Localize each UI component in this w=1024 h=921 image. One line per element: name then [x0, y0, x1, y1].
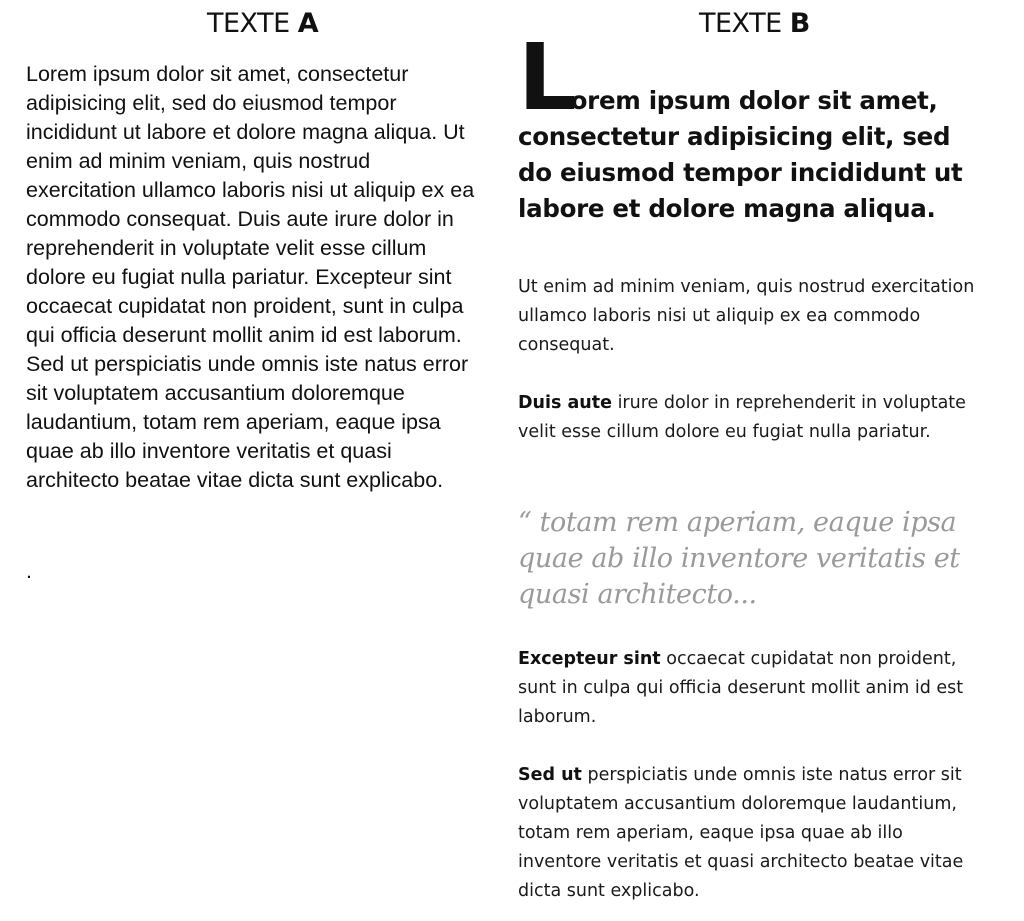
text-b-paragraph-2-rest: irure dolor in reprehenderit in voluptate velit esse cillum dolore eu fugiat nulla pariatur.	[518, 393, 966, 442]
text-a-heading	[207, 8, 318, 39]
drop-cap: L	[518, 24, 571, 131]
text-a-trailing-dot: .	[26, 559, 32, 583]
text-b-heading-letter: B	[789, 8, 810, 39]
text-b-intro-first-rest: orem ipsum dolor sit amet,	[570, 86, 938, 115]
text-b-intro-first-line	[518, 24, 978, 131]
text-b-paragraph-2	[518, 389, 978, 447]
text-b-paragraph-2-lead: Duis aute	[518, 393, 612, 413]
text-b-paragraph-3	[518, 645, 978, 732]
text-b-paragraph-1: Ut enim ad minim veniam, quis nostrud exercitation ullamco laboris nisi ut aliquip ex ea commodo consequat.	[518, 277, 975, 355]
text-a-body: Lorem ipsum dolor sit amet, consectetur adipisicing elit, sed do eiusmod tempor incididunt ut labore et dolore magna aliqua. Ut enim ad minim veniam, quis nostrud exercitation ullamco laboris nisi ut aliquip ex ea commodo consequat. Duis aute irure dolor in reprehenderit in voluptate velit esse cillum dolore eu fugiat nulla pariatur. Excepteur sint occaecat cupidatat non proident, sunt in culpa qui officia deserunt mollit anim id est laborum. Sed ut perspiciatis unde omnis iste natus error sit voluptatem accusantium doloremque laudantium, totam rem aperiam, eaque ipsa quae ab illo inventore veritatis et quasi architecto beatae vitae dicta sunt explicabo.	[26, 62, 475, 492]
text-a-heading-prefix: TEXTE	[207, 8, 298, 39]
text-b-paragraph-4	[518, 761, 978, 906]
text-b-paragraph-3-rest: occaecat cupidatat non proident, sunt in culpa qui officia deserunt mollit anim id est laborum.	[518, 649, 964, 727]
text-a-heading-letter: A	[297, 8, 319, 39]
text-b-paragraph-3-lead: Excepteur sint	[518, 649, 661, 669]
text-b-heading-prefix: TEXTE	[699, 8, 790, 39]
text-b-intro-rest: consectetur adipisicing elit, sed do eiusmod tempor incididunt ut labore et dolore magna aliqua.	[518, 122, 963, 223]
text-b-paragraph-4-rest: perspiciatis unde omnis iste natus error sit voluptatem accusantium doloremque laudantium, totam rem aperiam, eaque ipsa quae ab illo inventore veritatis et quasi architecto beatae vitae dicta sunt explicabo.	[518, 765, 964, 901]
text-b-paragraph-4-lead: Sed ut	[518, 765, 582, 785]
text-b-intro	[518, 24, 978, 227]
text-b-heading	[699, 8, 810, 39]
text-b-pull-quote: “ totam rem aperiam, eaque ipsa quae ab illo inventore veritatis et quasi architecto...	[518, 507, 960, 610]
